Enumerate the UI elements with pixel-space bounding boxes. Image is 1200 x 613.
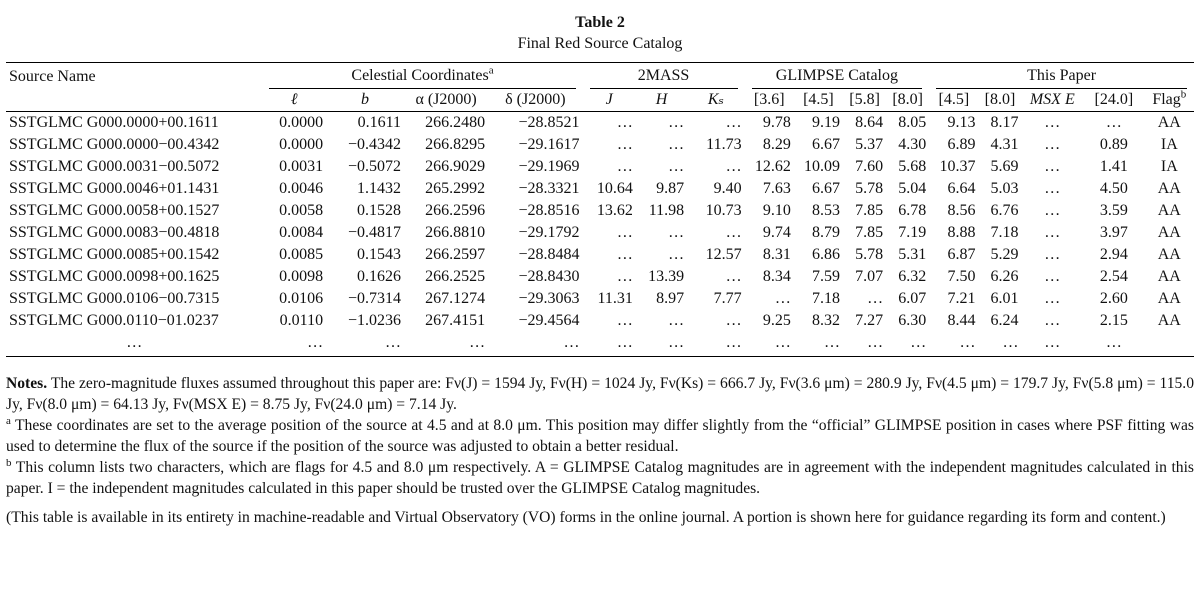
cell-dec: … xyxy=(488,332,582,357)
cell-flag: AA xyxy=(1157,114,1181,131)
cell-p240: 0.89 xyxy=(1099,136,1128,153)
cell-p80: 5.69 xyxy=(990,158,1019,175)
cell-p45: 7.21 xyxy=(947,290,976,307)
cell-g80: 5.31 xyxy=(898,246,927,263)
table-row xyxy=(6,222,1194,244)
table-body xyxy=(6,112,1194,357)
twomass-header xyxy=(583,63,745,90)
cell-p240: … xyxy=(1105,114,1122,131)
cell-Ks: … xyxy=(725,224,742,241)
cell-msx: … xyxy=(1044,268,1061,285)
cell-p45: 10.37 xyxy=(939,158,976,175)
cell-ra: 266.8810 xyxy=(425,224,486,241)
cell-ra: 266.8295 xyxy=(425,136,486,153)
cell-H: … xyxy=(668,224,685,241)
empty-header-cell xyxy=(6,89,262,112)
cell-p45: 8.88 xyxy=(947,224,976,241)
cell-msx: … xyxy=(1044,312,1061,329)
cell-g45: 6.86 xyxy=(812,246,841,263)
flag-label: Flag xyxy=(1152,91,1181,108)
cell-flag: IA xyxy=(1160,136,1178,153)
cell-H: 9.87 xyxy=(656,180,685,197)
cell-l: 0.0085 xyxy=(279,246,324,263)
glimpse-label: GLIMPSE Catalog xyxy=(752,65,923,89)
cell-g36: 12.62 xyxy=(754,158,791,175)
cell-b: 0.1543 xyxy=(357,246,402,263)
cell-p45: 7.50 xyxy=(947,268,976,285)
cell-ra: 266.2525 xyxy=(425,268,486,285)
cell-name: SSTGLMC G000.0058+00.1527 xyxy=(9,202,220,219)
twomass-label: 2MASS xyxy=(590,65,738,89)
cell-flag: AA xyxy=(1157,246,1181,263)
paper-page xyxy=(0,12,1200,613)
cell-p80: 5.03 xyxy=(990,180,1019,197)
cell-p45: 8.56 xyxy=(947,202,976,219)
cell-g36: 8.31 xyxy=(762,246,791,263)
cell-g45: 10.09 xyxy=(804,158,841,175)
cell-name: SSTGLMC G000.0106−00.7315 xyxy=(9,290,220,307)
cell-J: … xyxy=(616,312,633,329)
cell-g58: 7.60 xyxy=(855,158,884,175)
cell-p80: 6.24 xyxy=(990,312,1019,329)
cell-Ks: 10.73 xyxy=(705,202,742,219)
footnote-b-marker: b xyxy=(6,456,12,469)
cell-g58: 5.78 xyxy=(855,180,884,197)
cell-Ks: 11.73 xyxy=(706,136,742,153)
header-group-row xyxy=(6,63,1194,90)
cell-p240: … xyxy=(1083,332,1145,357)
cell-ra: 266.2597 xyxy=(425,246,486,263)
table-row xyxy=(6,266,1194,288)
cell-g36: 8.34 xyxy=(762,268,791,285)
cell-g36: 9.74 xyxy=(762,224,791,241)
cell-H: … xyxy=(668,158,685,175)
cell-g58: 7.27 xyxy=(855,312,884,329)
cell-b: 1.1432 xyxy=(357,180,402,197)
this-paper-header xyxy=(929,63,1194,90)
cell-name: SSTGLMC G000.0046+01.1431 xyxy=(9,180,220,197)
col-msx-header: MSX E xyxy=(1029,91,1075,108)
cell-l: 0.0046 xyxy=(279,180,324,197)
cell-msx: … xyxy=(1044,290,1061,307)
cell-g36: 9.78 xyxy=(762,114,791,131)
cell-name: … xyxy=(6,332,262,357)
availability-note: (This table is available in its entirety in machine-readable and Virtual Observatory (VO) forms in the online journal. A portion is shown here for guidance regarding its form and content.) xyxy=(6,509,1166,526)
col-g45-header: [4.5] xyxy=(803,91,834,108)
cell-g80: 6.07 xyxy=(898,290,927,307)
cell-name: SSTGLMC G000.0110−01.0237 xyxy=(9,312,219,329)
cell-p240: 2.54 xyxy=(1099,268,1128,285)
table-caption xyxy=(6,12,1194,54)
cell-g45: 6.67 xyxy=(812,136,841,153)
cell-l: 0.0031 xyxy=(279,158,324,175)
footnote-a-marker: a xyxy=(6,414,11,427)
cell-p80: … xyxy=(978,332,1021,357)
cell-msx: … xyxy=(1044,180,1061,197)
cell-Ks: … xyxy=(725,158,742,175)
table-row xyxy=(6,134,1194,156)
cell-J: … xyxy=(583,332,636,357)
col-l-header: ℓ xyxy=(290,91,298,108)
celestial-coordinates-label: Celestial Coordinates xyxy=(351,67,489,84)
cell-J: … xyxy=(616,246,633,263)
cell-msx: … xyxy=(1044,136,1061,153)
cell-Ks: … xyxy=(725,312,742,329)
cell-b: 0.1528 xyxy=(357,202,402,219)
cell-dec: −29.3063 xyxy=(518,290,580,307)
cell-p80: 6.01 xyxy=(990,290,1019,307)
cell-p240: 2.94 xyxy=(1099,246,1128,263)
zero-magnitude-text: The zero-magnitude fluxes assumed throughout this paper are: Fν(J) = 1594 Jy, Fν(H) = 1024 Jy, Fν(Ks) = 666.7 Jy, Fν(3.6 μm) = 280.9 Jy, Fν(4.5 μm) = 179.7 Jy, Fν(5.8 μm) = 115.0 Jy, Fν(8.0 μm) = 64.13 Jy, Fν(MSX E) = 8.75 Jy, Fν(24.0 μm) = 7.14 Jy. xyxy=(6,375,1194,413)
cell-g36: 7.63 xyxy=(762,180,791,197)
cell-ra: 265.2992 xyxy=(425,180,486,197)
cell-p80: 4.31 xyxy=(990,136,1019,153)
cell-g58: 8.64 xyxy=(855,114,884,131)
cell-g45: 8.53 xyxy=(812,202,841,219)
cell-H: … xyxy=(668,246,685,263)
cell-p45: 6.87 xyxy=(947,246,976,263)
cell-p240: 3.59 xyxy=(1099,202,1128,219)
cell-Ks: … xyxy=(687,332,744,357)
col-p80-header: [8.0] xyxy=(984,91,1016,108)
cell-p45: 8.44 xyxy=(947,312,976,329)
cell-b: −0.5072 xyxy=(348,158,402,175)
cell-H: … xyxy=(636,332,687,357)
celestial-coordinates-header xyxy=(262,63,582,90)
cell-Ks: … xyxy=(725,114,742,131)
cell-p240: 2.60 xyxy=(1099,290,1128,307)
cell-ra: 267.4151 xyxy=(425,312,486,329)
note-a-marker: a xyxy=(488,64,494,77)
cell-g45: 8.79 xyxy=(812,224,841,241)
cell-b: −0.4342 xyxy=(348,136,402,153)
footnote-b-text: This column lists two characters, which are flags for 4.5 and 8.0 μm respectively. A = GLIMPSE Catalog magnitudes are in agreement with the independent magnitudes calculated in this paper. I = the independent magnitudes calculated in this paper should be trusted over the GLIMPSE Catalog magnitudes. xyxy=(6,459,1194,497)
cell-g80: 8.05 xyxy=(898,114,927,131)
cell-p240: 4.50 xyxy=(1099,180,1128,197)
col-ra-header: α (J2000) xyxy=(415,91,477,108)
cell-g45: 7.18 xyxy=(812,290,841,307)
cell-flag: AA xyxy=(1157,312,1181,329)
cell-l: 0.0098 xyxy=(279,268,324,285)
cell-p45: 6.89 xyxy=(947,136,976,153)
cell-g58: 7.07 xyxy=(855,268,884,285)
cell-g80: 5.04 xyxy=(898,180,927,197)
cell-g58: 5.78 xyxy=(855,246,884,263)
cell-g58: 7.85 xyxy=(855,202,884,219)
cell-g36: … xyxy=(774,290,791,307)
cell-p240: 2.15 xyxy=(1099,312,1128,329)
col-g36-header: [3.6] xyxy=(753,91,785,108)
cell-J: … xyxy=(616,136,633,153)
cell-g80: … xyxy=(886,332,929,357)
cell-p80: 6.26 xyxy=(990,268,1019,285)
cell-p45: 9.13 xyxy=(947,114,976,131)
col-ks-header: Kₛ xyxy=(707,91,724,108)
cell-l: 0.0106 xyxy=(279,290,324,307)
cell-name: SSTGLMC G000.0000+00.1611 xyxy=(9,114,219,131)
this-paper-label: This Paper xyxy=(936,65,1187,89)
cell-ra: 266.2480 xyxy=(425,114,486,131)
note-b-marker: b xyxy=(1180,88,1187,101)
cell-flag: AA xyxy=(1157,224,1181,241)
col-j-header: J xyxy=(605,91,613,108)
cell-l: 0.0000 xyxy=(279,136,324,153)
cell-msx: … xyxy=(1044,114,1061,131)
cell-J: … xyxy=(616,158,633,175)
table-row xyxy=(6,244,1194,266)
cell-g80: 6.30 xyxy=(898,312,927,329)
footnote-b xyxy=(6,457,1194,499)
cell-g36: 9.25 xyxy=(762,312,791,329)
col-b-header: b xyxy=(361,91,370,108)
notes-label: Notes. xyxy=(6,375,48,392)
cell-name: SSTGLMC G000.0083−00.4818 xyxy=(9,224,220,241)
cell-dec: −28.8484 xyxy=(518,246,580,263)
cell-b: 0.1611 xyxy=(357,114,402,131)
header-sub-row xyxy=(6,89,1194,112)
cell-H: 8.97 xyxy=(656,290,685,307)
cell-flag: AA xyxy=(1157,202,1181,219)
cell-g80: 4.30 xyxy=(898,136,927,153)
cell-dec: −29.1969 xyxy=(518,158,580,175)
cell-name: SSTGLMC G000.0085+00.1542 xyxy=(9,246,220,263)
cell-flag: AA xyxy=(1157,290,1181,307)
cell-dec: −29.1617 xyxy=(518,136,580,153)
cell-p240: 3.97 xyxy=(1099,224,1128,241)
cell-H: … xyxy=(668,312,685,329)
col-p240-header: [24.0] xyxy=(1094,91,1134,108)
cell-dec: −29.1792 xyxy=(518,224,580,241)
cell-l: 0.0058 xyxy=(279,202,324,219)
table-row xyxy=(6,288,1194,310)
cell-flag xyxy=(1145,332,1194,357)
cell-dec: −28.8430 xyxy=(518,268,580,285)
glimpse-header xyxy=(745,63,930,90)
cell-g45: 8.32 xyxy=(812,312,841,329)
cell-Ks: 12.57 xyxy=(705,246,742,263)
cell-g45: … xyxy=(794,332,843,357)
cell-p45: 6.64 xyxy=(947,180,976,197)
cell-H: 13.39 xyxy=(648,268,685,285)
col-flag-header xyxy=(1145,89,1194,112)
cell-g58: … xyxy=(843,332,886,357)
cell-msx: … xyxy=(1044,158,1061,175)
cell-b: 0.1626 xyxy=(357,268,402,285)
cell-msx: … xyxy=(1022,332,1084,357)
cell-ra: 267.1274 xyxy=(425,290,486,307)
cell-p80: 8.17 xyxy=(990,114,1019,131)
cell-Ks: 9.40 xyxy=(713,180,742,197)
zero-magnitude-note xyxy=(6,373,1194,415)
table-label: Table 2 xyxy=(575,14,625,31)
cell-b: −0.7314 xyxy=(348,290,402,307)
cell-J: 13.62 xyxy=(596,202,633,219)
cell-H: … xyxy=(668,114,685,131)
table-row xyxy=(6,310,1194,332)
cell-g45: 7.59 xyxy=(812,268,841,285)
table-notes xyxy=(6,373,1194,528)
col-g80-header: [8.0] xyxy=(892,91,923,108)
cell-dec: −29.4564 xyxy=(518,312,580,329)
cell-l: … xyxy=(262,332,326,357)
table-row xyxy=(6,332,1194,357)
footnote-a xyxy=(6,415,1194,457)
cell-g45: 6.67 xyxy=(812,180,841,197)
cell-g45: 9.19 xyxy=(812,114,841,131)
footnote-a-text: These coordinates are set to the average position of the source at 4.5 and at 8.0 μm. This position may differ slightly from the “official” GLIMPSE position in cases where PSF fitting was used to determine the flux of the source if the position of the source was adjusted to obtain a better residual. xyxy=(6,417,1194,455)
col-dec-header: δ (J2000) xyxy=(505,91,566,108)
cell-dec: −28.3321 xyxy=(518,180,580,197)
cell-J: 10.64 xyxy=(596,180,633,197)
table-row xyxy=(6,200,1194,222)
cell-name: SSTGLMC G000.0000−00.4342 xyxy=(9,136,220,153)
cell-g36: 9.10 xyxy=(762,202,791,219)
cell-dec: −28.8516 xyxy=(518,202,580,219)
cell-l: 0.0084 xyxy=(279,224,324,241)
cell-name: SSTGLMC G000.0031−00.5072 xyxy=(9,158,220,175)
cell-Ks: 7.77 xyxy=(713,290,742,307)
cell-b: … xyxy=(326,332,404,357)
cell-p240: 1.41 xyxy=(1099,158,1128,175)
table-row xyxy=(6,112,1194,134)
cell-b: −1.0236 xyxy=(348,312,402,329)
cell-msx: … xyxy=(1044,224,1061,241)
source-name-header: Source Name xyxy=(6,63,262,90)
cell-flag: AA xyxy=(1157,268,1181,285)
cell-l: 0.0110 xyxy=(279,312,324,329)
cell-b: −0.4817 xyxy=(348,224,402,241)
cell-g80: 7.19 xyxy=(898,224,927,241)
cell-g36: 8.29 xyxy=(762,136,791,153)
cell-Ks: … xyxy=(725,268,742,285)
cell-dec: −28.8521 xyxy=(518,114,580,131)
cell-ra: 266.9029 xyxy=(425,158,486,175)
cell-p80: 6.76 xyxy=(990,202,1019,219)
cell-l: 0.0000 xyxy=(279,114,324,131)
cell-g80: 5.68 xyxy=(898,158,927,175)
cell-H: … xyxy=(668,136,685,153)
cell-p80: 7.18 xyxy=(990,224,1019,241)
cell-msx: … xyxy=(1044,246,1061,263)
cell-J: … xyxy=(616,268,633,285)
table-row xyxy=(6,178,1194,200)
col-g58-header: [5.8] xyxy=(849,91,880,108)
cell-g58: … xyxy=(867,290,884,307)
cell-p80: 5.29 xyxy=(990,246,1019,263)
cell-J: … xyxy=(616,224,633,241)
cell-J: … xyxy=(616,114,633,131)
col-p45-header: [4.5] xyxy=(938,91,970,108)
cell-msx: … xyxy=(1044,202,1061,219)
cell-name: SSTGLMC G000.0098+00.1625 xyxy=(9,268,220,285)
red-source-catalog-table xyxy=(6,62,1194,357)
cell-flag: AA xyxy=(1157,180,1181,197)
cell-g80: 6.32 xyxy=(898,268,927,285)
cell-ra: 266.2596 xyxy=(425,202,486,219)
col-h-header: H xyxy=(655,91,668,108)
cell-H: 11.98 xyxy=(648,202,685,219)
cell-flag: IA xyxy=(1160,158,1178,175)
cell-J: 11.31 xyxy=(597,290,633,307)
table-row xyxy=(6,156,1194,178)
cell-g80: 6.78 xyxy=(898,202,927,219)
table-title: Final Red Source Catalog xyxy=(517,35,683,52)
cell-ra: … xyxy=(404,332,488,357)
cell-p45: … xyxy=(929,332,978,357)
cell-g58: 7.85 xyxy=(855,224,884,241)
cell-g58: 5.37 xyxy=(855,136,884,153)
cell-g36: … xyxy=(745,332,794,357)
